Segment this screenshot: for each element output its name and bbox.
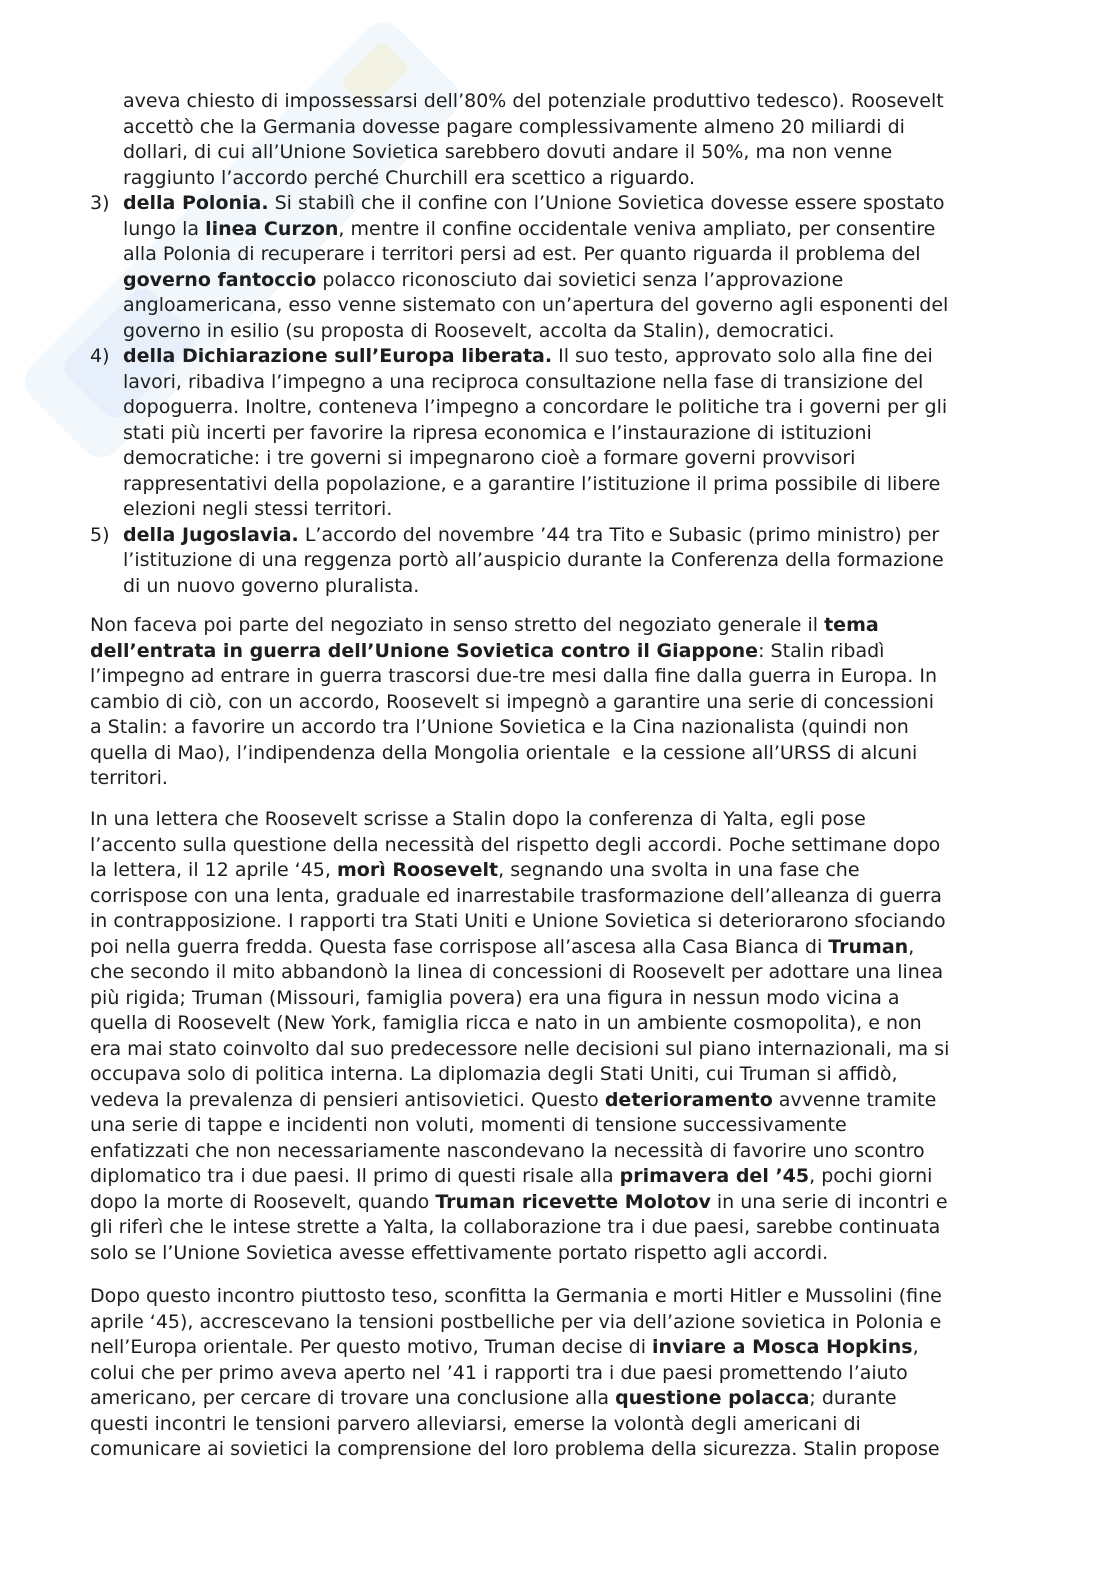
text-run: vedeva la prevalenza di pensieri antisovietici. Questo: [90, 1088, 605, 1111]
text-run: era mai stato coinvolto dal suo predecessore nelle decisioni sul piano internazionali, ma si: [90, 1037, 950, 1060]
paragraph: [90, 1284, 1090, 1463]
text-run: gli riferì che le intese strette a Yalta, la collaborazione tra i due paesi, sarebbe continuata: [90, 1216, 941, 1238]
text-run: enfatizzati che non necessariamente nascondevano la necessità di favorire uno scontro: [90, 1139, 925, 1162]
text-line: [90, 217, 1090, 243]
text-line: [90, 1284, 1090, 1310]
text-line: [90, 191, 1090, 217]
bold-text: primavera del ’45: [619, 1165, 810, 1187]
text-line: [90, 1037, 1090, 1063]
list-marker: 4): [90, 345, 110, 367]
text-run: poi nella guerra fredda. Questa fase corrispose all’ascesa alla Casa Bianca di: [90, 935, 829, 958]
text-run: ; durante: [809, 1387, 897, 1409]
text-line: [90, 613, 1090, 639]
text-run: l’impegno ad entrare in guerra trascorsi due-tre mesi dalla fine dalla guerra in Europa. In: [90, 665, 938, 687]
text-line: [90, 715, 1090, 741]
text-run: accettò che la Germania dovesse pagare complessivamente almeno 20 miliardi di: [123, 115, 905, 138]
text-run: angloamericana, esso venne sistemato con un’apertura del governo agli esponenti del: [123, 294, 949, 316]
text-line: [90, 370, 1090, 396]
text-run: elezioni negli stessi territori.: [123, 498, 393, 520]
text-run: , pochi giorni: [809, 1165, 933, 1187]
text-run: l’istituzione di una reggenza portò all’auspicio durante la Conferenza della formazione: [123, 549, 944, 571]
text-line: [90, 884, 1090, 910]
text-line: [90, 986, 1090, 1012]
text-line: [90, 344, 1090, 370]
text-line: [90, 319, 1090, 345]
text-run: la lettera, il 12 aprile ‘45,: [90, 859, 337, 881]
text-line: [90, 140, 1090, 166]
text-run: dollari, di cui all’Unione Sovietica sarebbero dovuti andare il 50%, ma non venne: [123, 141, 893, 163]
text-run: avvenne tramite: [772, 1088, 937, 1111]
text-line: [90, 909, 1090, 935]
bold-text: questione polacca: [615, 1387, 810, 1409]
list-marker: 3): [90, 192, 110, 214]
text-run: stati più incerti per favorire la ripresa economica e l’instaurazione di istituzioni: [123, 421, 872, 444]
text-run: : Stalin ribadì: [758, 639, 885, 662]
text-run: L’accordo del novembre ’44 tra Tito e Subasic (primo ministro) per: [298, 523, 940, 546]
text-line: [90, 1437, 1090, 1463]
text-line: [90, 1011, 1090, 1037]
bold-text: Truman ricevette Molotov: [435, 1190, 711, 1213]
text-run: nell’Europa orientale. Per questo motivo, Truman decise di: [90, 1336, 653, 1358]
text-line: [90, 1190, 1090, 1216]
text-run: Si stabilì che il confine con l’Unione Sovietica dovesse essere spostato: [268, 192, 945, 214]
text-line: [90, 741, 1090, 767]
text-run: corrispose con una lenta, graduale ed inarrestabile trasformazione dell’alleanza di guerra: [90, 884, 942, 907]
text-run: questi incontri le tensioni parvero alleviarsi, emerse la volontà degli americani di: [90, 1412, 861, 1435]
bold-text: tema: [824, 614, 879, 636]
text-run: lavori, ribadiva l’impegno a una reciproca consultazione nella fase di transizione del: [123, 370, 924, 393]
text-line: [90, 833, 1090, 859]
paragraph: [90, 807, 1090, 1266]
text-line: [90, 1361, 1090, 1387]
text-run: , segnando una svolta in una fase che: [498, 859, 860, 881]
text-line: [90, 664, 1090, 690]
text-line: [90, 574, 1090, 600]
text-line: [90, 1335, 1090, 1361]
text-line: [90, 446, 1090, 472]
text-run: , mentre il confine occidentale veniva ampliato, per consentire: [338, 217, 936, 240]
text-run: solo se l’Unione Sovietica avesse effettivamente portato rispetto agli accordi.: [90, 1241, 829, 1264]
text-run: quella di Roosevelt (New York, famiglia ricca e nato in un ambiente cosmopolita), e non: [90, 1012, 922, 1034]
bold-text: linea Curzon: [205, 217, 339, 240]
text-line: [90, 1386, 1090, 1412]
bold-text: della Dichiarazione sull’Europa liberata.: [123, 345, 553, 367]
text-run: di un nuovo governo pluralista.: [123, 574, 420, 597]
text-run: lungo la: [123, 217, 206, 240]
text-line: [90, 242, 1090, 268]
text-run: In una lettera che Roosevelt scrisse a Stalin dopo la conferenza di Yalta, egli pose: [90, 808, 866, 830]
text-line: [90, 1241, 1090, 1267]
text-line: [90, 858, 1090, 884]
text-line: [90, 766, 1090, 792]
text-line: [90, 1164, 1090, 1190]
bold-text: deterioramento: [604, 1088, 773, 1111]
text-line: [90, 548, 1090, 574]
text-run: occupava solo di politica interna. La diplomazia degli Stati Uniti, cui Truman si affidò,: [90, 1063, 898, 1085]
bold-text: Truman: [828, 935, 909, 958]
text-line: [90, 395, 1090, 421]
text-line: [90, 807, 1090, 833]
text-line: [90, 472, 1090, 498]
text-run: più rigida; Truman (Missouri, famiglia povera) era una figura in nessun modo vicina a: [90, 986, 900, 1009]
text-run: Dopo questo incontro piuttosto teso, sconfitta la Germania e morti Hitler e Mussolini (fine: [90, 1285, 942, 1307]
text-line: [90, 1139, 1090, 1165]
text-run: territori.: [90, 767, 168, 789]
text-run: aveva chiesto di impossessarsi dell’80% del potenziale produttivo tedesco). Roosevelt: [123, 90, 944, 112]
text-line: [90, 115, 1090, 141]
bold-text: della Jugoslavia.: [123, 523, 299, 546]
list-marker: 5): [90, 523, 110, 546]
bold-text: morì Roosevelt: [336, 859, 499, 881]
text-run: l’accento sulla questione della necessità del rispetto degli accordi. Poche settimane dopo: [90, 833, 941, 856]
text-run: alla Polonia di recuperare i territori persi ad est. Per quanto riguarda il problema del: [123, 243, 921, 265]
text-run: ,: [912, 1336, 919, 1358]
text-line: [90, 497, 1090, 523]
text-line: [90, 523, 1090, 549]
text-run: rappresentativi della popolazione, e a garantire l’istituzione il prima possibile di libere: [123, 472, 941, 495]
paragraph: [90, 613, 1090, 792]
text-run: colui che per primo aveva aperto nel ’41 i rapporti tra i due paesi promettendo l’aiuto: [90, 1361, 908, 1384]
text-run: democratiche: i tre governi si impegnarono cioè a formare governi provvisori: [123, 447, 856, 469]
text-run: raggiunto l’accordo perché Churchill era scettico a riguardo.: [123, 166, 696, 189]
text-line: [90, 1088, 1090, 1114]
text-run: governo in esilio (su proposta di Roosevelt, accolta da Stalin), democratici.: [123, 319, 835, 342]
text-run: a Stalin: a favorire un accordo tra l’Unione Sovietica e la Cina nazionalista (quindi non: [90, 716, 909, 738]
text-line: [90, 1412, 1090, 1438]
text-run: Il suo testo, approvato solo alla fine dei: [552, 345, 933, 367]
text-run: cambio di ciò, con un accordo, Roosevelt si impegnò a garantire una serie di concessioni: [90, 690, 935, 713]
text-run: in una serie di incontri e: [710, 1190, 948, 1213]
bold-text: governo fantoccio: [123, 268, 317, 291]
text-line: [90, 268, 1090, 294]
text-line: [90, 1215, 1090, 1241]
text-line: [90, 960, 1090, 986]
text-run: quella di Mao), l’indipendenza della Mongolia orientale e la cessione all’URSS di alcuni: [90, 741, 918, 764]
text-line: [90, 1062, 1090, 1088]
text-run: che secondo il mito abbandonò la linea di concessioni di Roosevelt per adottare una linea: [90, 961, 944, 983]
text-run: in contrapposizione. I rapporti tra Stati Uniti e Unione Sovietica si deteriorarono sfociando: [90, 910, 946, 932]
bold-text: dell’entrata in guerra dell’Unione Sovietica contro il Giappone: [90, 639, 759, 662]
text-line: [90, 166, 1090, 192]
text-line: [90, 1310, 1090, 1336]
text-run: Non faceva poi parte del negoziato in senso stretto del negoziato generale il: [90, 614, 825, 636]
text-line: [90, 935, 1090, 961]
text-run: dopoguerra. Inoltre, conteneva l’impegno a concordare le politiche tra i governi per gli: [123, 396, 948, 418]
text-line: [90, 1113, 1090, 1139]
numbered-list: [90, 89, 1090, 599]
text-run: comunicare ai sovietici la comprensione del loro problema della sicurezza. Stalin propose: [90, 1438, 940, 1460]
text-line: [90, 639, 1090, 665]
text-run: ,: [908, 935, 915, 958]
text-run: aprile ‘45), accrescevano la tensioni postbelliche per via dell’azione sovietica in Polonia e: [90, 1310, 942, 1333]
bold-text: inviare a Mosca Hopkins: [652, 1336, 913, 1358]
text-run: diplomatico tra i due paesi. Il primo di questi risale alla: [90, 1165, 620, 1187]
bold-text: della Polonia.: [123, 192, 269, 214]
text-line: [90, 421, 1090, 447]
text-line: [90, 89, 1090, 115]
text-line: [90, 293, 1090, 319]
text-run: americano, per cercare di trovare una conclusione alla: [90, 1387, 616, 1409]
text-run: polacco riconosciuto dai sovietici senza l’approvazione: [316, 268, 844, 291]
text-run: dopo la morte di Roosevelt, quando: [90, 1190, 436, 1213]
text-run: una serie di tappe e incidenti non voluti, momenti di tensione successivamente: [90, 1114, 847, 1136]
text-line: [90, 690, 1090, 716]
